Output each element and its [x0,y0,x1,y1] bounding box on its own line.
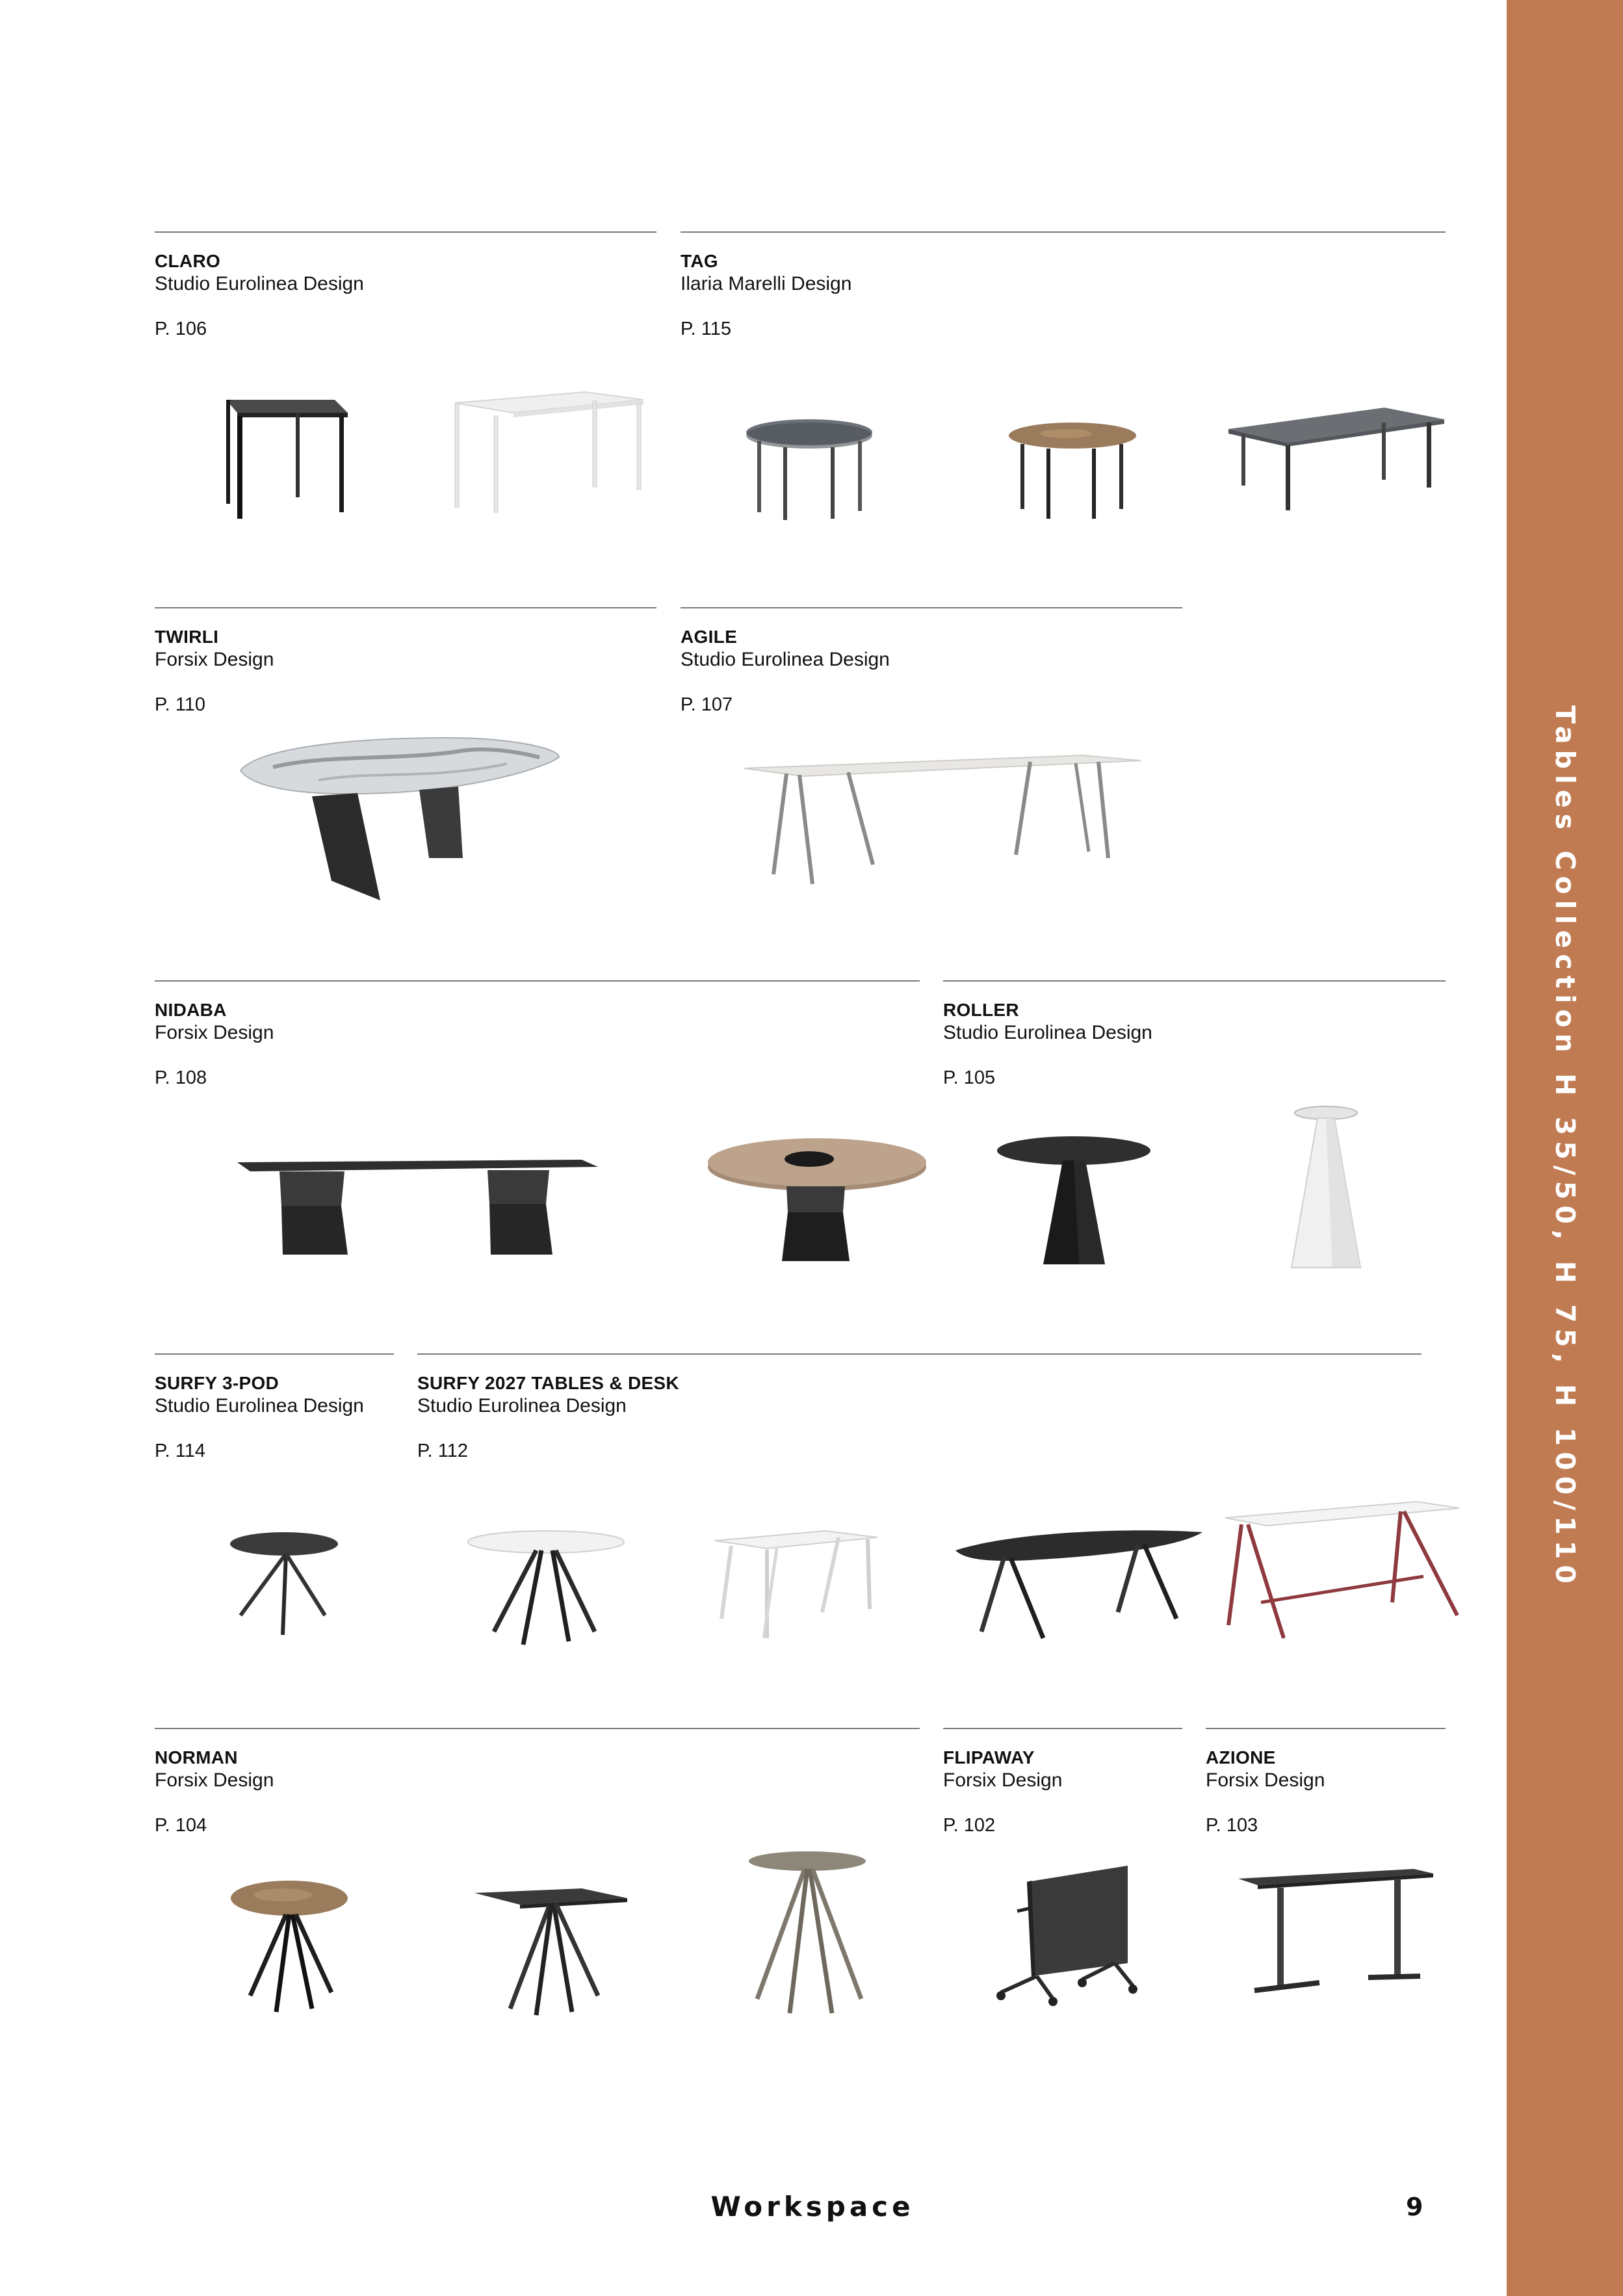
divider [155,231,656,233]
product-entry-tag[interactable] [681,231,1446,340]
divider [417,1353,1422,1355]
product-entry-nidaba[interactable] [155,980,920,1089]
product-name: FLIPAWAY [943,1747,1035,1768]
product-designer: Studio Eurolinea Design [155,273,364,294]
product-page-ref: P. 102 [943,1815,996,1836]
product-entry-surfy-3-pod[interactable] [155,1353,394,1462]
product-page-ref: P. 105 [943,1067,996,1088]
product-designer: Forsix Design [155,649,274,670]
product-designer: Forsix Design [943,1769,1063,1791]
product-name: AZIONE [1206,1747,1276,1768]
product-entry-roller[interactable] [943,980,1446,1089]
product-designer: Studio Eurolinea Design [417,1395,627,1416]
product-name: CLARO [155,251,221,271]
product-name: SURFY 3-POD [155,1373,279,1393]
sidebar-title: Tables Collection H 35/50, H 75, H 100/110 [1550,705,1581,1589]
twirli-table-image [234,735,565,904]
product-designer: Ilaria Marelli Design [681,273,852,294]
divider [155,980,920,982]
divider [681,607,1182,608]
product-name: SURFY 2027 TABLES & DESK [417,1373,679,1393]
product-designer: Studio Eurolinea Design [681,649,890,670]
product-page-ref: P. 114 [155,1441,205,1461]
product-page-ref: P. 115 [681,319,731,339]
tag-round-table-image [741,416,877,527]
product-name: AGILE [681,627,738,647]
product-designer: Forsix Design [155,1769,274,1791]
divider [155,607,656,608]
norman-marble-table-image [227,1879,357,2015]
surfy-white-round-table-image [465,1528,627,1648]
roller-black-table-image [994,1134,1154,1271]
product-entry-flipaway[interactable] [943,1728,1182,1836]
divider [943,1728,1182,1729]
product-designer: Studio Eurolinea Design [943,1022,1152,1043]
product-page-ref: P. 112 [417,1441,468,1461]
product-entry-twirli[interactable] [155,607,656,716]
claro-white-desk-image [448,387,650,517]
product-designer: Forsix Design [155,1022,274,1043]
product-entry-surfy-2027[interactable] [417,1353,1422,1462]
product-entry-norman[interactable] [155,1728,920,1836]
product-entry-azione[interactable] [1206,1728,1446,1836]
product-page-ref: P. 108 [155,1067,207,1088]
norman-square-table-image [474,1885,630,2015]
product-name: NORMAN [155,1747,238,1768]
surfy-high-desk-image [1222,1498,1462,1645]
agile-table-image [744,754,1147,891]
product-page-ref: P. 104 [155,1815,207,1836]
product-page-ref: P. 106 [155,319,207,339]
product-entry-claro[interactable] [155,231,656,340]
claro-black-table-image [214,390,357,520]
divider [1206,1728,1446,1729]
footer-page-number: 9 [1406,2193,1423,2221]
product-name: TAG [681,251,718,271]
tag-rectangular-table-image [1228,406,1449,523]
divider [155,1353,394,1355]
tag-marble-table-image [1007,419,1144,530]
nidaba-round-table-image [705,1138,929,1268]
product-designer: Forsix Design [1206,1769,1325,1791]
product-page-ref: P. 103 [1206,1815,1258,1836]
flipaway-table-image [991,1862,1141,2005]
product-name: ROLLER [943,1000,1019,1020]
divider [943,980,1446,982]
footer-section-title: Workspace [710,2191,915,2223]
roller-white-high-table-image [1284,1105,1368,1274]
divider [155,1728,920,1729]
surfy-3-pod-table-image [227,1531,341,1641]
divider [681,231,1446,233]
norman-high-table-image [747,1849,871,2018]
product-name: NIDABA [155,1000,227,1020]
nidaba-long-table-image [237,1157,601,1261]
product-page-ref: P. 107 [681,694,733,715]
product-name: TWIRLI [155,627,219,647]
product-designer: Studio Eurolinea Design [155,1395,364,1416]
product-page-ref: P. 110 [155,694,205,715]
surfy-black-meeting-table-image [952,1524,1206,1645]
surfy-white-desk-image [715,1528,881,1645]
product-entry-agile[interactable] [681,607,1182,716]
azione-desk-image [1238,1866,1436,2005]
